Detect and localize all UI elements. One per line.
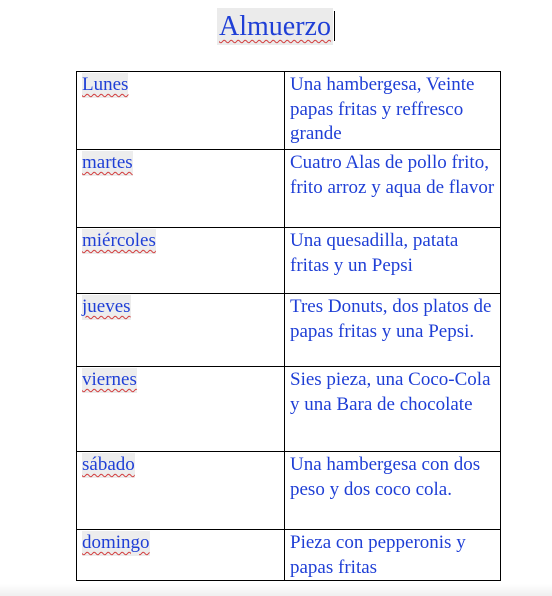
title-wrap	[0, 8, 552, 45]
table-row	[77, 530, 501, 581]
food-cell[interactable]: Cuatro Alas de pollo frito, frito arroz y aqua de flavor	[285, 150, 501, 228]
day-label: Lunes	[82, 73, 128, 98]
table-row	[77, 228, 501, 294]
document-title[interactable]: Almuerzo	[217, 8, 333, 45]
food-cell[interactable]: Sies pieza, una Coco-Cola y una Bara de chocolate	[285, 367, 501, 452]
food-cell[interactable]: Tres Donuts, dos platos de papas fritas y una Pepsi.	[285, 294, 501, 367]
day-label: martes	[82, 151, 133, 176]
table-row	[77, 72, 501, 150]
day-cell[interactable]	[77, 530, 285, 581]
day-cell[interactable]	[77, 228, 285, 294]
day-label: miércoles	[82, 229, 156, 254]
food-cell[interactable]: Una quesadilla, patata fritas y un Pepsi	[285, 228, 501, 294]
day-cell[interactable]	[77, 150, 285, 228]
day-cell[interactable]	[77, 452, 285, 530]
day-cell[interactable]	[77, 72, 285, 150]
table-row	[77, 367, 501, 452]
day-label: domingo	[82, 531, 150, 556]
day-label: viernes	[82, 368, 137, 393]
table-row	[77, 452, 501, 530]
page-bottom-fade	[0, 584, 552, 596]
day-cell[interactable]	[77, 367, 285, 452]
text-cursor	[334, 11, 335, 41]
day-label: sábado	[82, 453, 135, 478]
food-cell[interactable]: Una hambergesa con dos peso y dos coco cola.	[285, 452, 501, 530]
food-cell[interactable]: Una hambergesa, Veinte papas fritas y reffresco grande	[285, 72, 501, 150]
table-row	[77, 294, 501, 367]
table-row	[77, 150, 501, 228]
day-cell[interactable]	[77, 294, 285, 367]
food-cell[interactable]: Pieza con pepperonis y papas fritas	[285, 530, 501, 581]
day-label: jueves	[82, 295, 131, 320]
lunch-table	[76, 71, 501, 581]
